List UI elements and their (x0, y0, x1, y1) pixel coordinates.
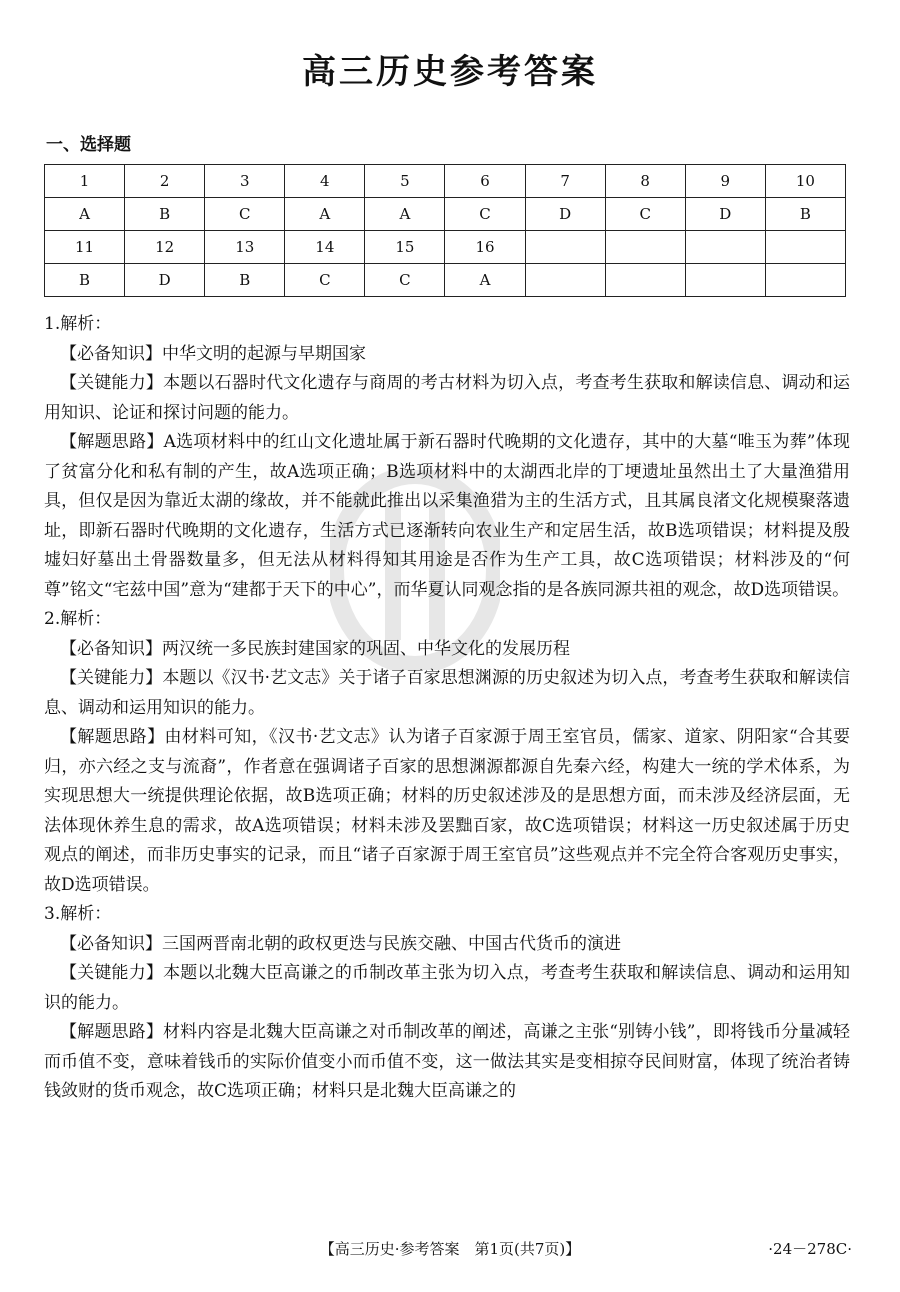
question-number-cell (605, 231, 685, 264)
answer-cell (605, 264, 685, 297)
solution-approach: 【解题思路】A选项材料中的红山文化遗址属于新石器时代晚期的文化遗存，其中的大墓“唯玉为葬”体现了贫富分化和私有制的产生，故A选项正确；B选项材料中的太湖西北岸的丁埂遗址虽然出土了大量渔猎用具，但仅是因为靠近太湖的缘故，并不能就此推出以采集渔猎为主的生活方式，且其属良渚文化规模聚落遗址，即新石器时代晚期的文化遗存，生活方式已逐渐转向农业生产和定居生活，故B选项错误；材料提及殷墟妇好墓出土骨器数量多，但无法从材料得知其用途是否作为生产工具，故C选项错误；材料涉及的“何尊”铭文“宅兹中国”意为“建都于天下的中心”，而华夏认同观念指的是各族同源共祖的观念，故D选项错误。 (44, 432, 850, 600)
answer-row (45, 264, 846, 297)
answer-cell (765, 264, 845, 297)
answer-row (45, 198, 846, 231)
question-number-cell: 16 (445, 231, 525, 264)
answer-cell: C (205, 198, 285, 231)
key-ability: 【关键能力】本题以北魏大臣高谦之的币制改革主张为切入点，考查考生获取和解读信息、调动和运用知识的能力。 (44, 963, 850, 1013)
solution-approach: 【解题思路】材料内容是北魏大臣高谦之对币制改革的阐述，高谦之主张“别铸小钱”，即将钱币分量减轻而币值不变，意味着钱币的实际价值变小而币值不变，这一做法其实是变相掠夺民间财富，体现了统治者铸钱敛财的货币观念，故C选项正确；材料只是北魏大臣高谦之的 (44, 1022, 850, 1101)
question-number-cell (685, 231, 765, 264)
question-number-cell: 15 (365, 231, 445, 264)
question-number-cell: 10 (765, 165, 845, 198)
answer-cell (525, 264, 605, 297)
key-ability: 【关键能力】本题以石器时代文化遗存与商周的考古材料为切入点，考查考生获取和解读信息、调动和运用知识、论证和探讨问题的能力。 (44, 373, 850, 423)
question-number-cell: 7 (525, 165, 605, 198)
question-2 (44, 605, 850, 900)
footer-code: ·24－278C· (768, 1240, 852, 1258)
answer-cell: B (125, 198, 205, 231)
question-heading: 1.解析： (44, 314, 112, 334)
answer-cell: A (285, 198, 365, 231)
required-knowledge: 【必备知识】中华文明的起源与早期国家 (60, 343, 366, 364)
answer-cell: D (685, 198, 765, 231)
required-knowledge: 【必备知识】两汉统一多民族封建国家的巩固、中华文化的发展历程 (60, 638, 570, 659)
answer-cell: C (365, 264, 445, 297)
answer-cell: B (765, 198, 845, 231)
answer-cell: C (445, 198, 525, 231)
question-3 (44, 900, 850, 1107)
question-number-cell: 6 (445, 165, 525, 198)
question-number-row (45, 165, 846, 198)
question-number-cell: 8 (605, 165, 685, 198)
answer-cell: A (445, 264, 525, 297)
explanations (44, 310, 850, 1107)
question-number-cell: 12 (125, 231, 205, 264)
answer-cell: B (45, 264, 125, 297)
question-number-cell (525, 231, 605, 264)
question-number-cell: 14 (285, 231, 365, 264)
answer-cell: D (125, 264, 205, 297)
question-heading: 3.解析： (44, 904, 112, 924)
page-title: 高三历史参考答案 (302, 52, 598, 92)
question-number-cell: 9 (685, 165, 765, 198)
answer-cell (685, 264, 765, 297)
answer-cell: A (45, 198, 125, 231)
question-number-cell: 11 (45, 231, 125, 264)
key-ability: 【关键能力】本题以《汉书·艺文志》关于诸子百家思想渊源的历史叙述为切入点，考查考生获取和解读信息、调动和运用知识的能力。 (44, 668, 850, 718)
question-number-cell: 13 (205, 231, 285, 264)
answer-cell: D (525, 198, 605, 231)
question-number-cell: 2 (125, 165, 205, 198)
section-title-choice: 一、选择题 (46, 135, 131, 155)
question-number-cell: 4 (285, 165, 365, 198)
solution-approach: 【解题思路】由材料可知，《汉书·艺文志》认为诸子百家源于周王室官员，儒家、道家、阴阳家“合其要归，亦六经之支与流裔”，作者意在强调诸子百家的思想渊源都源自先秦六经，构建大一统的学术体系，为实现思想大一统提供理论依据，故B选项正确；材料的历史叙述涉及的是思想方面，而未涉及经济层面，无法体现休养生息的需求，故A选项错误；材料未涉及罢黜百家，故C选项错误；材料这一历史叙述属于历史观点的阐述，而非历史事实的记录，而且“诸子百家源于周王室官员”这些观点并不完全符合客观历史事实，故D选项错误。 (44, 727, 850, 895)
answer-cell: B (205, 264, 285, 297)
answer-cell: A (365, 198, 445, 231)
answer-cell: C (605, 198, 685, 231)
question-1 (44, 310, 850, 605)
question-number-row (45, 231, 846, 264)
required-knowledge: 【必备知识】三国两晋南北朝的政权更迭与民族交融、中国古代货币的演进 (60, 933, 621, 954)
question-number-cell: 3 (205, 165, 285, 198)
question-number-cell (765, 231, 845, 264)
answer-cell: C (285, 264, 365, 297)
question-heading: 2.解析： (44, 609, 112, 629)
footer-page-info: 【高三历史·参考答案 第1页(共7页)】 (319, 1240, 581, 1258)
answer-table (44, 164, 846, 297)
question-number-cell: 1 (45, 165, 125, 198)
question-number-cell: 5 (365, 165, 445, 198)
